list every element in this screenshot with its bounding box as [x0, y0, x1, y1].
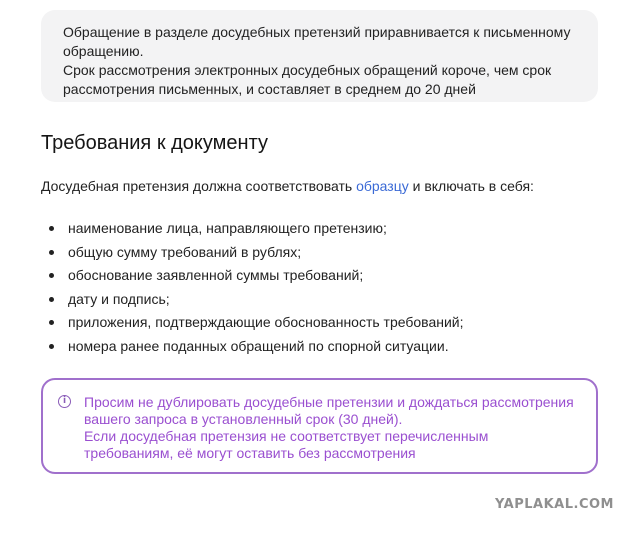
list-item-text: обоснование заявленной суммы требований;: [68, 267, 364, 283]
requirements-intro: [41, 176, 534, 196]
bullet-icon: [49, 250, 54, 255]
requirements-list: [41, 218, 464, 359]
list-item-text: общую сумму требований в рублях;: [68, 243, 302, 260]
info-notice-line-1: Обращение в разделе досудебных претензий приравнивается к письменному обращению.: [63, 24, 571, 59]
requirements-heading: Требования к документу: [41, 132, 268, 154]
intro-text-before: Досудебная претензия должна соответствовать: [41, 178, 357, 194]
bullet-icon: [49, 297, 54, 302]
info-notice-line-2: Срок рассмотрения электронных досудебных обращений короче, чем срок рассмотрения письменных, и составляет в среднем до 20 дней: [63, 62, 552, 97]
bullet-icon: [49, 226, 54, 231]
list-item: [41, 242, 464, 266]
intro-text-after: и включать в себя:: [408, 178, 534, 194]
bullet-icon: [49, 320, 54, 325]
list-item: [41, 312, 464, 336]
warning-line-2: Если досудебная претензия не соответствует перечисленным требованиям, её могут оставить без рассмотрения: [84, 428, 489, 461]
info-circle-icon: i: [58, 395, 71, 408]
list-item-text: дату и подпись;: [68, 290, 170, 307]
warning-line-1: Просим не дублировать досудебные претензии и дождаться рассмотрения вашего запроса в установленный срок (30 дней).: [84, 394, 574, 427]
list-item-text: наименование лица, направляющего претензию;: [68, 220, 387, 236]
list-item: [41, 218, 464, 242]
list-item-text: приложения, подтверждающие обоснованность требований;: [68, 314, 464, 330]
list-item: [41, 336, 464, 360]
bullet-icon: [49, 273, 54, 278]
site-watermark: YAPLAKAL.COM: [495, 497, 614, 512]
info-notice: [41, 10, 598, 102]
warning-notice: [41, 378, 598, 474]
list-item: [41, 289, 464, 313]
list-item: [41, 265, 464, 289]
sample-link[interactable]: образцу: [356, 178, 409, 194]
list-item-text: номера ранее поданных обращений по спорной ситуации.: [68, 337, 449, 354]
bullet-icon: [49, 344, 54, 349]
